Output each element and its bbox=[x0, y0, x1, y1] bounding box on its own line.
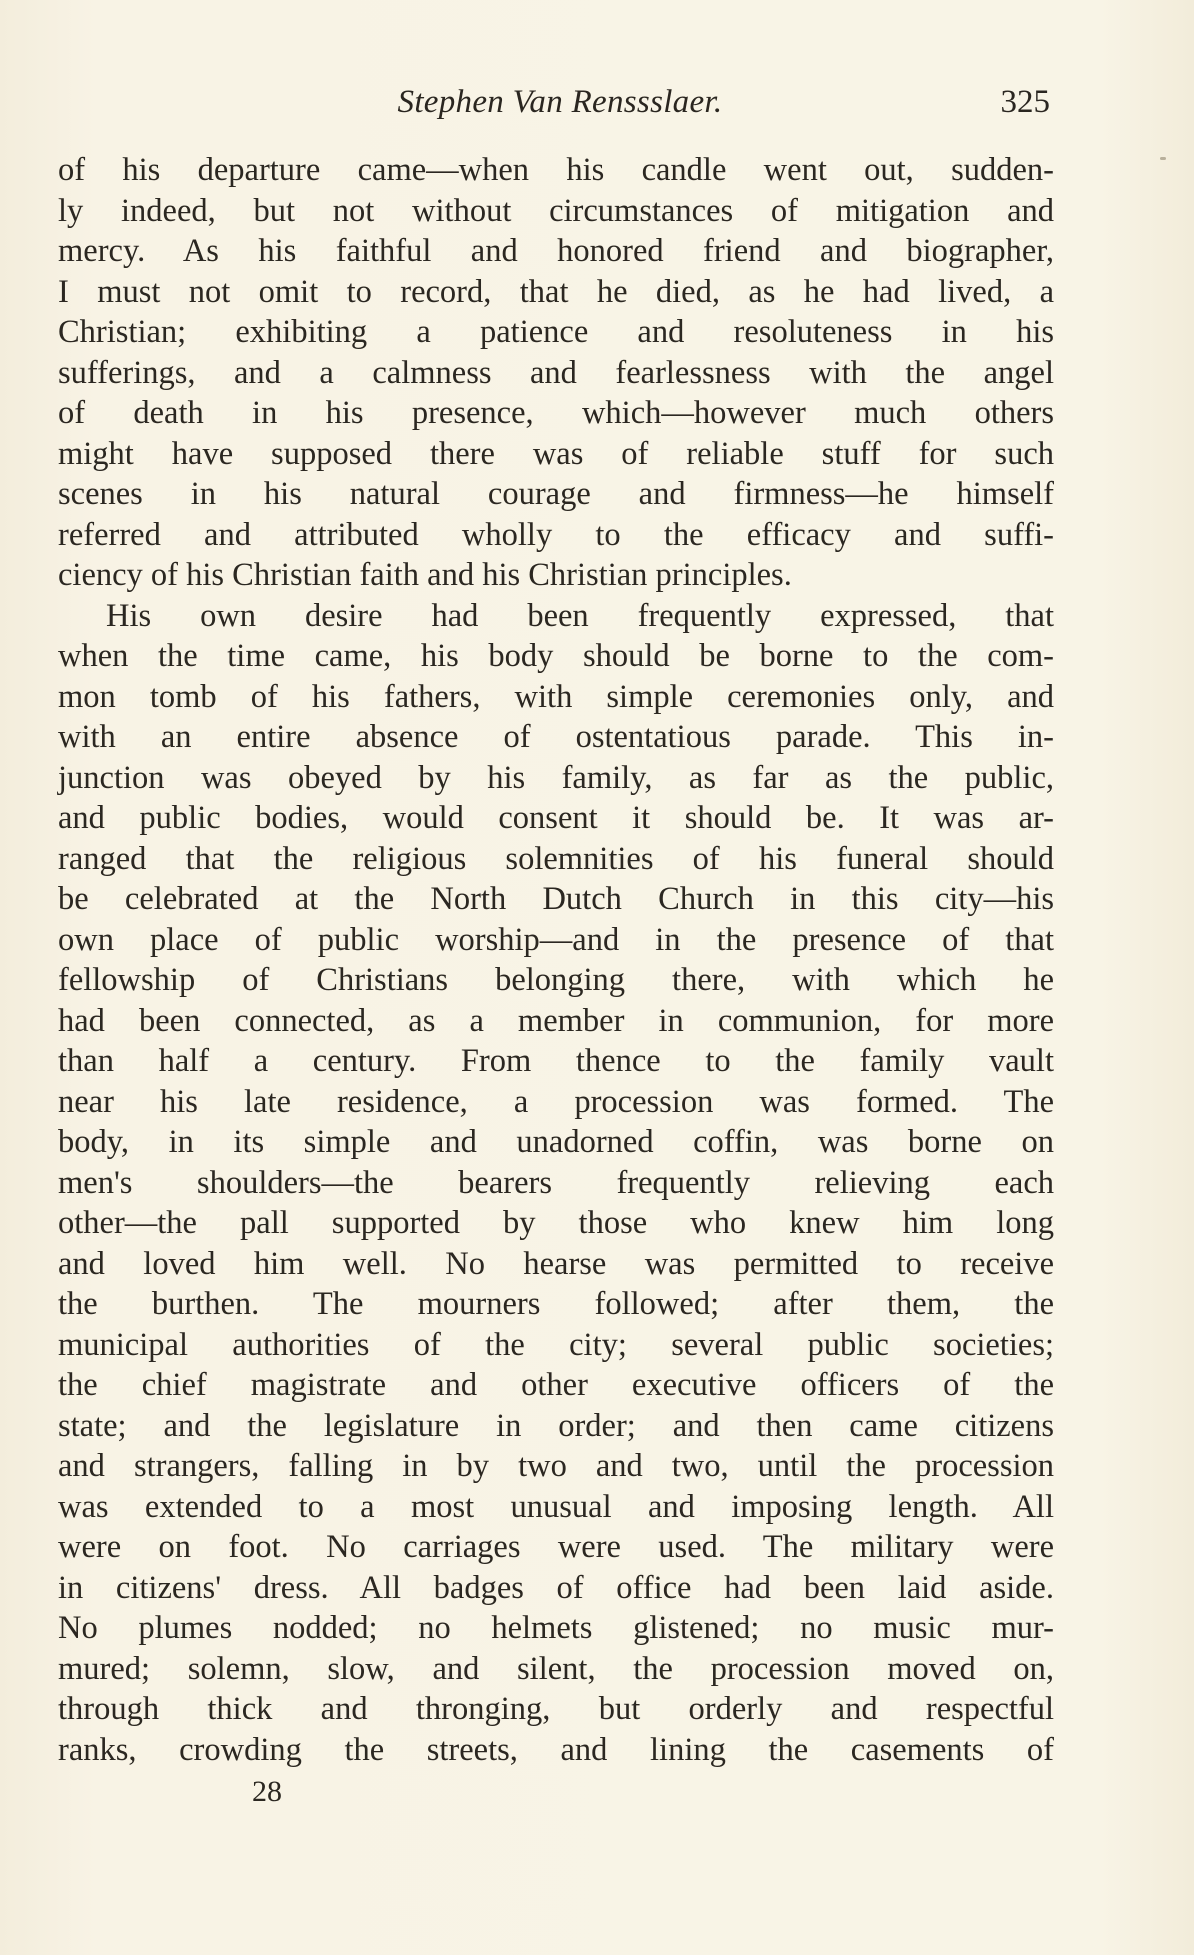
text-line: the burthen. The mourners followed; after them, the bbox=[58, 1286, 1054, 1322]
text-line: ly indeed, but not without circumstances of mitigation and bbox=[58, 192, 1054, 229]
text-line: be celebrated at the North Dutch Church in this city—his bbox=[58, 881, 1054, 917]
text-line: mured; solemn, slow, and silent, the procession moved on, bbox=[58, 1650, 1054, 1687]
text-line: when the time came, his body should be borne to the com- bbox=[58, 638, 1054, 674]
text-line: fellowship of Christians belonging there, with which he bbox=[58, 962, 1054, 998]
text-line: with an entire absence of ostentatious parade. This in- bbox=[58, 719, 1054, 755]
text-line: body, in its simple and unadorned coffin, was borne on bbox=[58, 1124, 1054, 1160]
signature-mark: 28 bbox=[252, 1775, 282, 1808]
text-line: No plumes nodded; no helmets glistened; no music mur- bbox=[58, 1610, 1054, 1646]
text-line: other—the pall supported by those who knew him long bbox=[58, 1205, 1054, 1241]
text-line: and public bodies, would consent it should be. It was ar- bbox=[58, 800, 1054, 836]
text-line: state; and the legislature in order; and then came citizens bbox=[58, 1407, 1054, 1444]
text-line: were on foot. No carriages were used. The military were bbox=[58, 1529, 1054, 1565]
page-number: 325 bbox=[1000, 84, 1050, 120]
text-line: municipal authorities of the city; several public societies; bbox=[58, 1326, 1054, 1363]
text-line: I must not omit to record, that he died, as he had lived, a bbox=[58, 273, 1054, 310]
text-line: was extended to a most unusual and imposing length. All bbox=[58, 1488, 1054, 1525]
text-line: sufferings, and a calmness and fearlessness with the angel bbox=[58, 354, 1054, 391]
text-line: referred and attributed wholly to the efficacy and suffi- bbox=[58, 516, 1054, 553]
text-line: and loved him well. No hearse was permitted to receive bbox=[58, 1245, 1054, 1282]
text-line: the chief magistrate and other executive officers of the bbox=[58, 1367, 1054, 1403]
text-line: near his late residence, a procession was formed. The bbox=[58, 1083, 1054, 1120]
running-head bbox=[60, 84, 1050, 134]
text-line: own place of public worship—and in the presence of that bbox=[58, 921, 1054, 958]
text-line: than half a century. From thence to the family vault bbox=[58, 1043, 1054, 1079]
text-line: ranks, crowding the streets, and lining the casements of bbox=[58, 1731, 1054, 1768]
text-line: might have supposed there was of reliable stuff for such bbox=[58, 435, 1054, 472]
text-line: in citizens' dress. All badges of office had been laid aside. bbox=[58, 1569, 1054, 1606]
body-text bbox=[58, 150, 1054, 1770]
text-line: through thick and thronging, but orderly and respectful bbox=[58, 1691, 1054, 1727]
text-line: had been connected, as a member in communion, for more bbox=[58, 1002, 1054, 1039]
text-line: ranged that the religious solemnities of his funeral should bbox=[58, 840, 1054, 877]
text-line: mon tomb of his fathers, with simple ceremonies only, and bbox=[58, 678, 1054, 715]
text-line: mercy. As his faithful and honored friend and biographer, bbox=[58, 233, 1054, 269]
paper-speck bbox=[1160, 157, 1166, 160]
text-line: scenes in his natural courage and firmness—he himself bbox=[58, 476, 1054, 512]
text-line: of his departure came—when his candle went out, sudden- bbox=[58, 152, 1054, 188]
paragraph-end-line: ciency of his Christian faith and his Christian principles. bbox=[58, 557, 792, 593]
text-line: Christian; exhibiting a patience and resoluteness in his bbox=[58, 314, 1054, 350]
running-title: Stephen Van Renssslaer. bbox=[397, 84, 723, 120]
text-line: and strangers, falling in by two and two, until the procession bbox=[58, 1448, 1054, 1484]
text-line: of death in his presence, which—however much others bbox=[58, 395, 1054, 431]
text-line: men's shoulders—the bearers frequently relieving each bbox=[58, 1164, 1054, 1201]
paragraph-start-line: His own desire had been frequently expressed, that bbox=[106, 597, 1054, 634]
text-line: junction was obeyed by his family, as far as the public, bbox=[58, 759, 1054, 796]
